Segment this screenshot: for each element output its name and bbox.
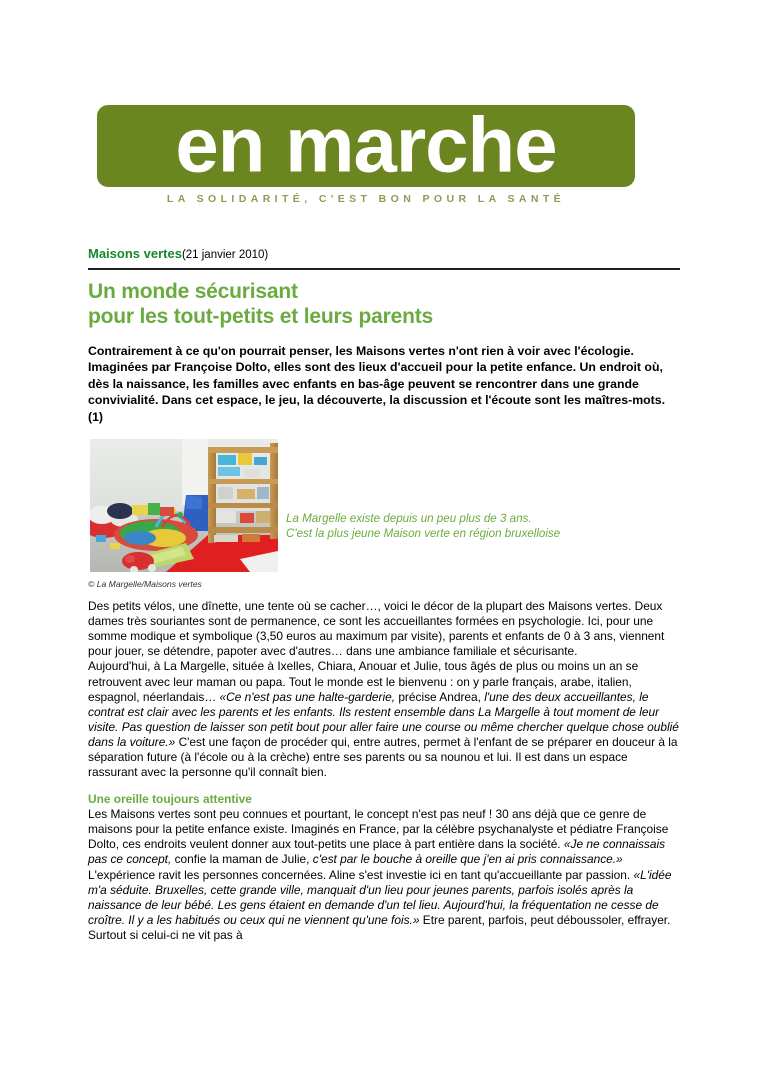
article-lede: Contrairement à ce qu'on pourrait penser, les Maisons vertes n'ont rien à voir avec l'écologie. Imaginées par Françoise Dolto, elles sont des lieux d'accueil pour la petite enfance. Un endroit où, dès la naissance, les familles avec enfants en bas-âge peuvent se rencontrer dans une grande convivialité. Dans cet espace, le jeu, la découverte, la discussion et l'écoute sont les maîtres-mots. (1)	[88, 344, 665, 424]
logo-tagline: LA SOLIDARITÉ, C'EST BON POUR LA SANTÉ	[166, 193, 566, 205]
photo-caption	[286, 511, 678, 541]
photo-block	[88, 439, 680, 591]
headline-line-2: pour les tout-petits et leurs parents	[88, 305, 433, 328]
par3-quote-1: «Je ne connaissais pas ce concept,	[88, 837, 666, 867]
logo-wordmark: en marche	[175, 105, 557, 187]
body-paragraph-2	[88, 659, 680, 780]
article-kicker	[88, 246, 680, 263]
photo-credit: © La Margelle/Maisons vertes	[88, 579, 202, 590]
headline-line-1: Un monde sécurisant	[88, 280, 298, 303]
par3-part-b: confie la maman de Julie,	[171, 852, 313, 867]
body-paragraph-1: Des petits vélos, une dînette, une tente où se cacher…, voici le décor de la plupart des Maisons vertes. Deux dames très souriantes sont de permanence, ce sont les accueillantes formées en psychologie. Ici, pour une somme modique et symbolique (3,50 euros au maximum par visite), parents et enfants de 0 à 3 ans, viennent pour jouer, se détendre, papoter avec d'autres… dans une ambiance familiale et sécurisante.	[88, 599, 665, 659]
kicker-label: Maisons vertes	[88, 246, 182, 261]
par2-part-a: Aujourd'hui, à La Margelle, située à Ixelles, Chiara, Anouar et Julie, tous âgés de plus ou moins un an se retrouvent avec leur maman ou papa. Tout le monde est le bienvenu : on y parle français, arabe, italien, espagnol, néerlandais…	[88, 659, 639, 704]
par3-part-d: Etre parent, parfois, peut déboussoler, effrayer. Surtout si celui-ci ne vit pas à	[88, 912, 671, 942]
playroom-photo	[90, 439, 278, 572]
par3-quote-2: c'est par le bouche à oreille que j'en ai pris connaissance.»	[312, 852, 623, 867]
par2-quote-2: l'une des deux accueillantes, le contrat est clair avec les parents et les enfants. Ils restent ensemble dans La Margelle à tout moment de leur visite. Pas question de laisser son petit bout pour aller faire une course ou même chercher quelque chose oublié dans la voiture.»	[88, 689, 679, 749]
par3-quote-3: «L'idée m'a séduite. Bruxelles, cette grande ville, manquait d'un lieu pour jeunes parents, parfois isolés après la naissance de leur bébé. Les gens étaient en demande d'un tel lieu. Aujourd'hui, la fréquentation ne cesse de croître. Il y a les habitués ou ceux qui ne viennent qu'une fois.»	[88, 867, 672, 927]
par2-part-b: précise Andrea,	[395, 689, 485, 704]
section-subheading: Une oreille toujours attentive	[88, 792, 252, 807]
en-marche-logo	[97, 105, 635, 187]
photo-caption-line-2: C'est la plus jeune Maison verte en région bruxelloise	[286, 527, 561, 541]
page-title	[88, 279, 680, 329]
par3-part-c: L'expérience ravit les personnes concernées. Aline s'est investie ici en tant qu'accueillante par passion.	[88, 867, 634, 882]
par2-quote-1: «Ce n'est pas une halte-garderie,	[219, 689, 396, 704]
par2-part-c: C'est une façon de procéder qui, entre autres, permet à l'enfant de se préparer en douceur à la séparation future (à l'école ou à la crèche) entre ses parents ou sa nounou et lui. Il est dans un espace rassurant avec la personne qu'il connaît bien.	[88, 734, 678, 780]
photo-caption-line-1: La Margelle existe depuis un peu plus de 3 ans.	[286, 512, 532, 526]
par3-part-a: Les Maisons vertes sont peu connues et pourtant, le concept n'est pas neuf ! 30 ans déjà que ce genre de maisons pour la petite enfance existe. Imaginés en France, par la célèbre psychanalyste et pédiatre Françoise Dolto, ces endroits veulent donner aux tout-petits une place à part entière dans la société.	[88, 807, 669, 852]
masthead	[97, 105, 635, 205]
body-paragraph-3	[88, 807, 680, 943]
header-divider	[88, 268, 680, 270]
kicker-date: (21 janvier 2010)	[181, 249, 269, 261]
article-content	[88, 246, 680, 943]
